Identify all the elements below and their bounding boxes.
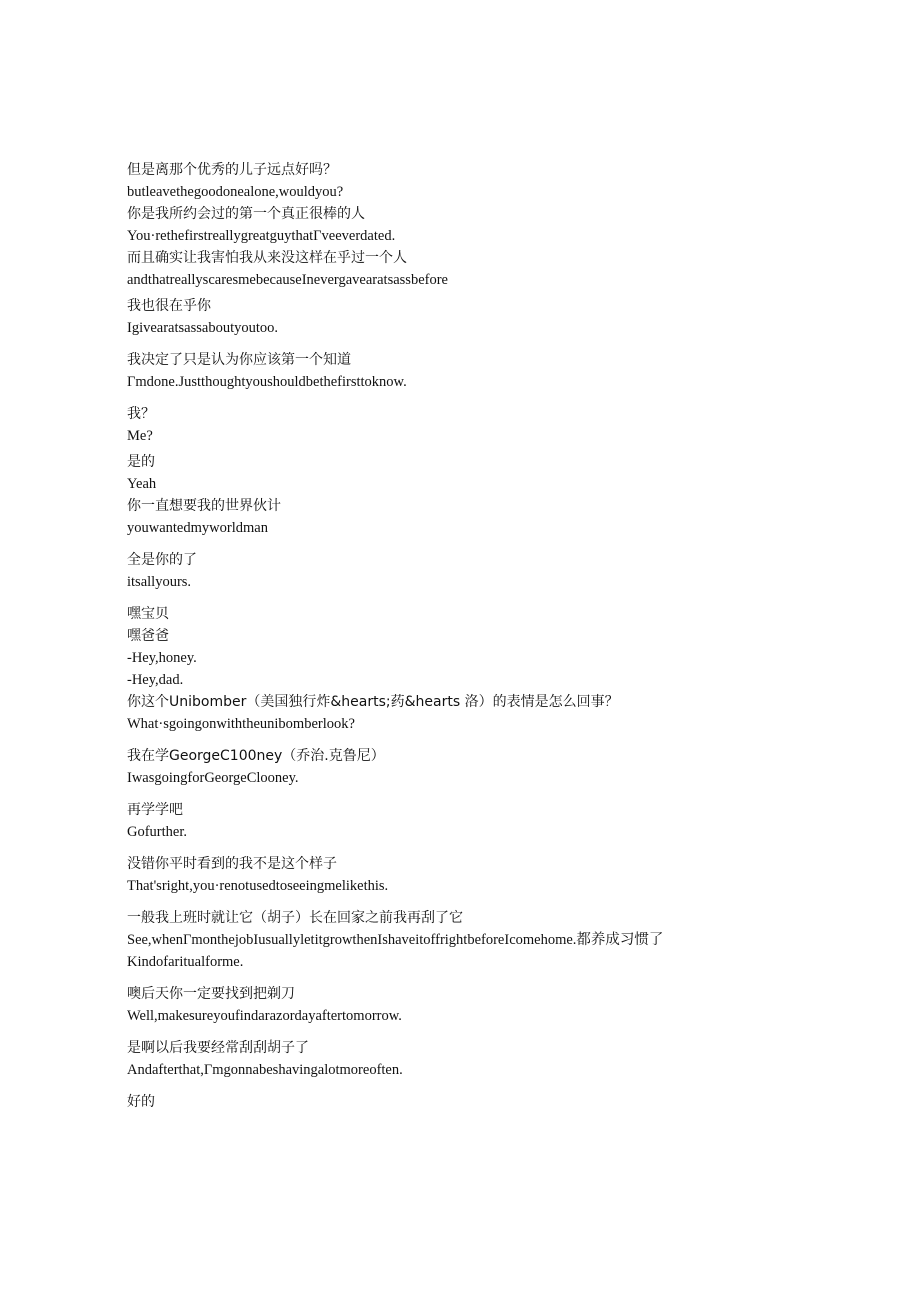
subtitle-line-en: Andafterthat,Γmgonnabeshavingalotmoreoften.: [127, 1062, 403, 1078]
subtitle-line-zh: 是啊以后我要经常刮刮胡子了: [127, 1040, 309, 1056]
subtitle-line-en: IwasgoingforGeorgeClooney.: [127, 770, 299, 786]
subtitle-line-en: Well,makesureyoufindarazordayaftertomorrow.: [127, 1008, 402, 1024]
subtitle-line-en: butleavethegoodonealone,wouldyou?: [127, 184, 344, 200]
subtitle-line-en: andthatreallyscaresmebecauseInevergavearatsassbefore: [127, 272, 448, 288]
subtitle-line-en: itsallyours.: [127, 574, 192, 590]
subtitle-line-zh: 我在学GeorgeC100ney（乔治.克鲁尼）: [127, 748, 385, 764]
subtitle-line-en: -Hey,honey.: [127, 650, 197, 666]
subtitle-line-en: You·rethefirstreallygreatguythatΓveeverdated.: [127, 228, 396, 244]
subtitle-line-zh: 我决定了只是认为你应该第一个知道: [127, 352, 351, 368]
subtitle-line-en: Gofurther.: [127, 824, 187, 840]
subtitle-line-zh: 我也很在乎你: [127, 298, 211, 314]
subtitle-line-zh: 再学学吧: [127, 802, 183, 818]
subtitle-line-en: Me?: [127, 428, 153, 444]
subtitle-line-zh: 是的: [127, 454, 155, 470]
subtitle-line-zh: 没错你平时看到的我不是这个样子: [127, 856, 337, 872]
subtitle-line-zh: 你是我所约会过的第一个真正很棒的人: [127, 206, 365, 222]
subtitle-line-zh: 全是你的了: [127, 552, 197, 568]
subtitle-line-zh: 而且确实让我害怕我从来没这样在乎过一个人: [127, 250, 407, 266]
subtitle-line-en: Yeah: [127, 476, 157, 492]
subtitle-line-zh: 嘿宝贝: [127, 606, 169, 622]
subtitle-line-en: Igivearatsassaboutyoutoo.: [127, 320, 279, 336]
subtitle-line-en: youwantedmyworldman: [127, 520, 268, 536]
subtitle-line-zh: 但是离那个优秀的儿子远点好吗？: [127, 162, 337, 178]
subtitle-line-en: Γmdone.Justthoughtyoushouldbethefirsttoknow.: [127, 374, 407, 390]
subtitle-line-en: Kindofaritualforme.: [127, 954, 244, 970]
subtitle-line-zh: 好的: [127, 1094, 155, 1110]
subtitle-line-zh: 嘿爸爸: [127, 628, 169, 644]
subtitle-line-zh: 我？: [127, 406, 155, 422]
subtitle-line-en: That'sright,you·renotusedtoseeingmelikethis.: [127, 878, 389, 894]
subtitle-line-zh: 一般我上班时就让它（胡子）长在回家之前我再刮了它: [127, 910, 463, 926]
subtitle-line-zh: 你这个Unibomber（美国独行炸&hearts;药&hearts 洛）的表情是怎么回事？: [127, 694, 619, 710]
subtitle-line-zh: 噢后天你一定要找到把剃刀: [127, 986, 295, 1002]
subtitle-line-en: See,whenΓmonthejobIusuallyletitgrowthenIshaveitoffrightbeforeIcomehome.都养成习惯了: [127, 932, 664, 948]
subtitle-line-en: -Hey,dad.: [127, 672, 184, 688]
subtitle-line-en: What·sgoingonwiththeunibomberlook?: [127, 716, 355, 732]
subtitle-line-zh: 你一直想要我的世界伙计: [127, 498, 281, 514]
document-body: [127, 160, 907, 1114]
